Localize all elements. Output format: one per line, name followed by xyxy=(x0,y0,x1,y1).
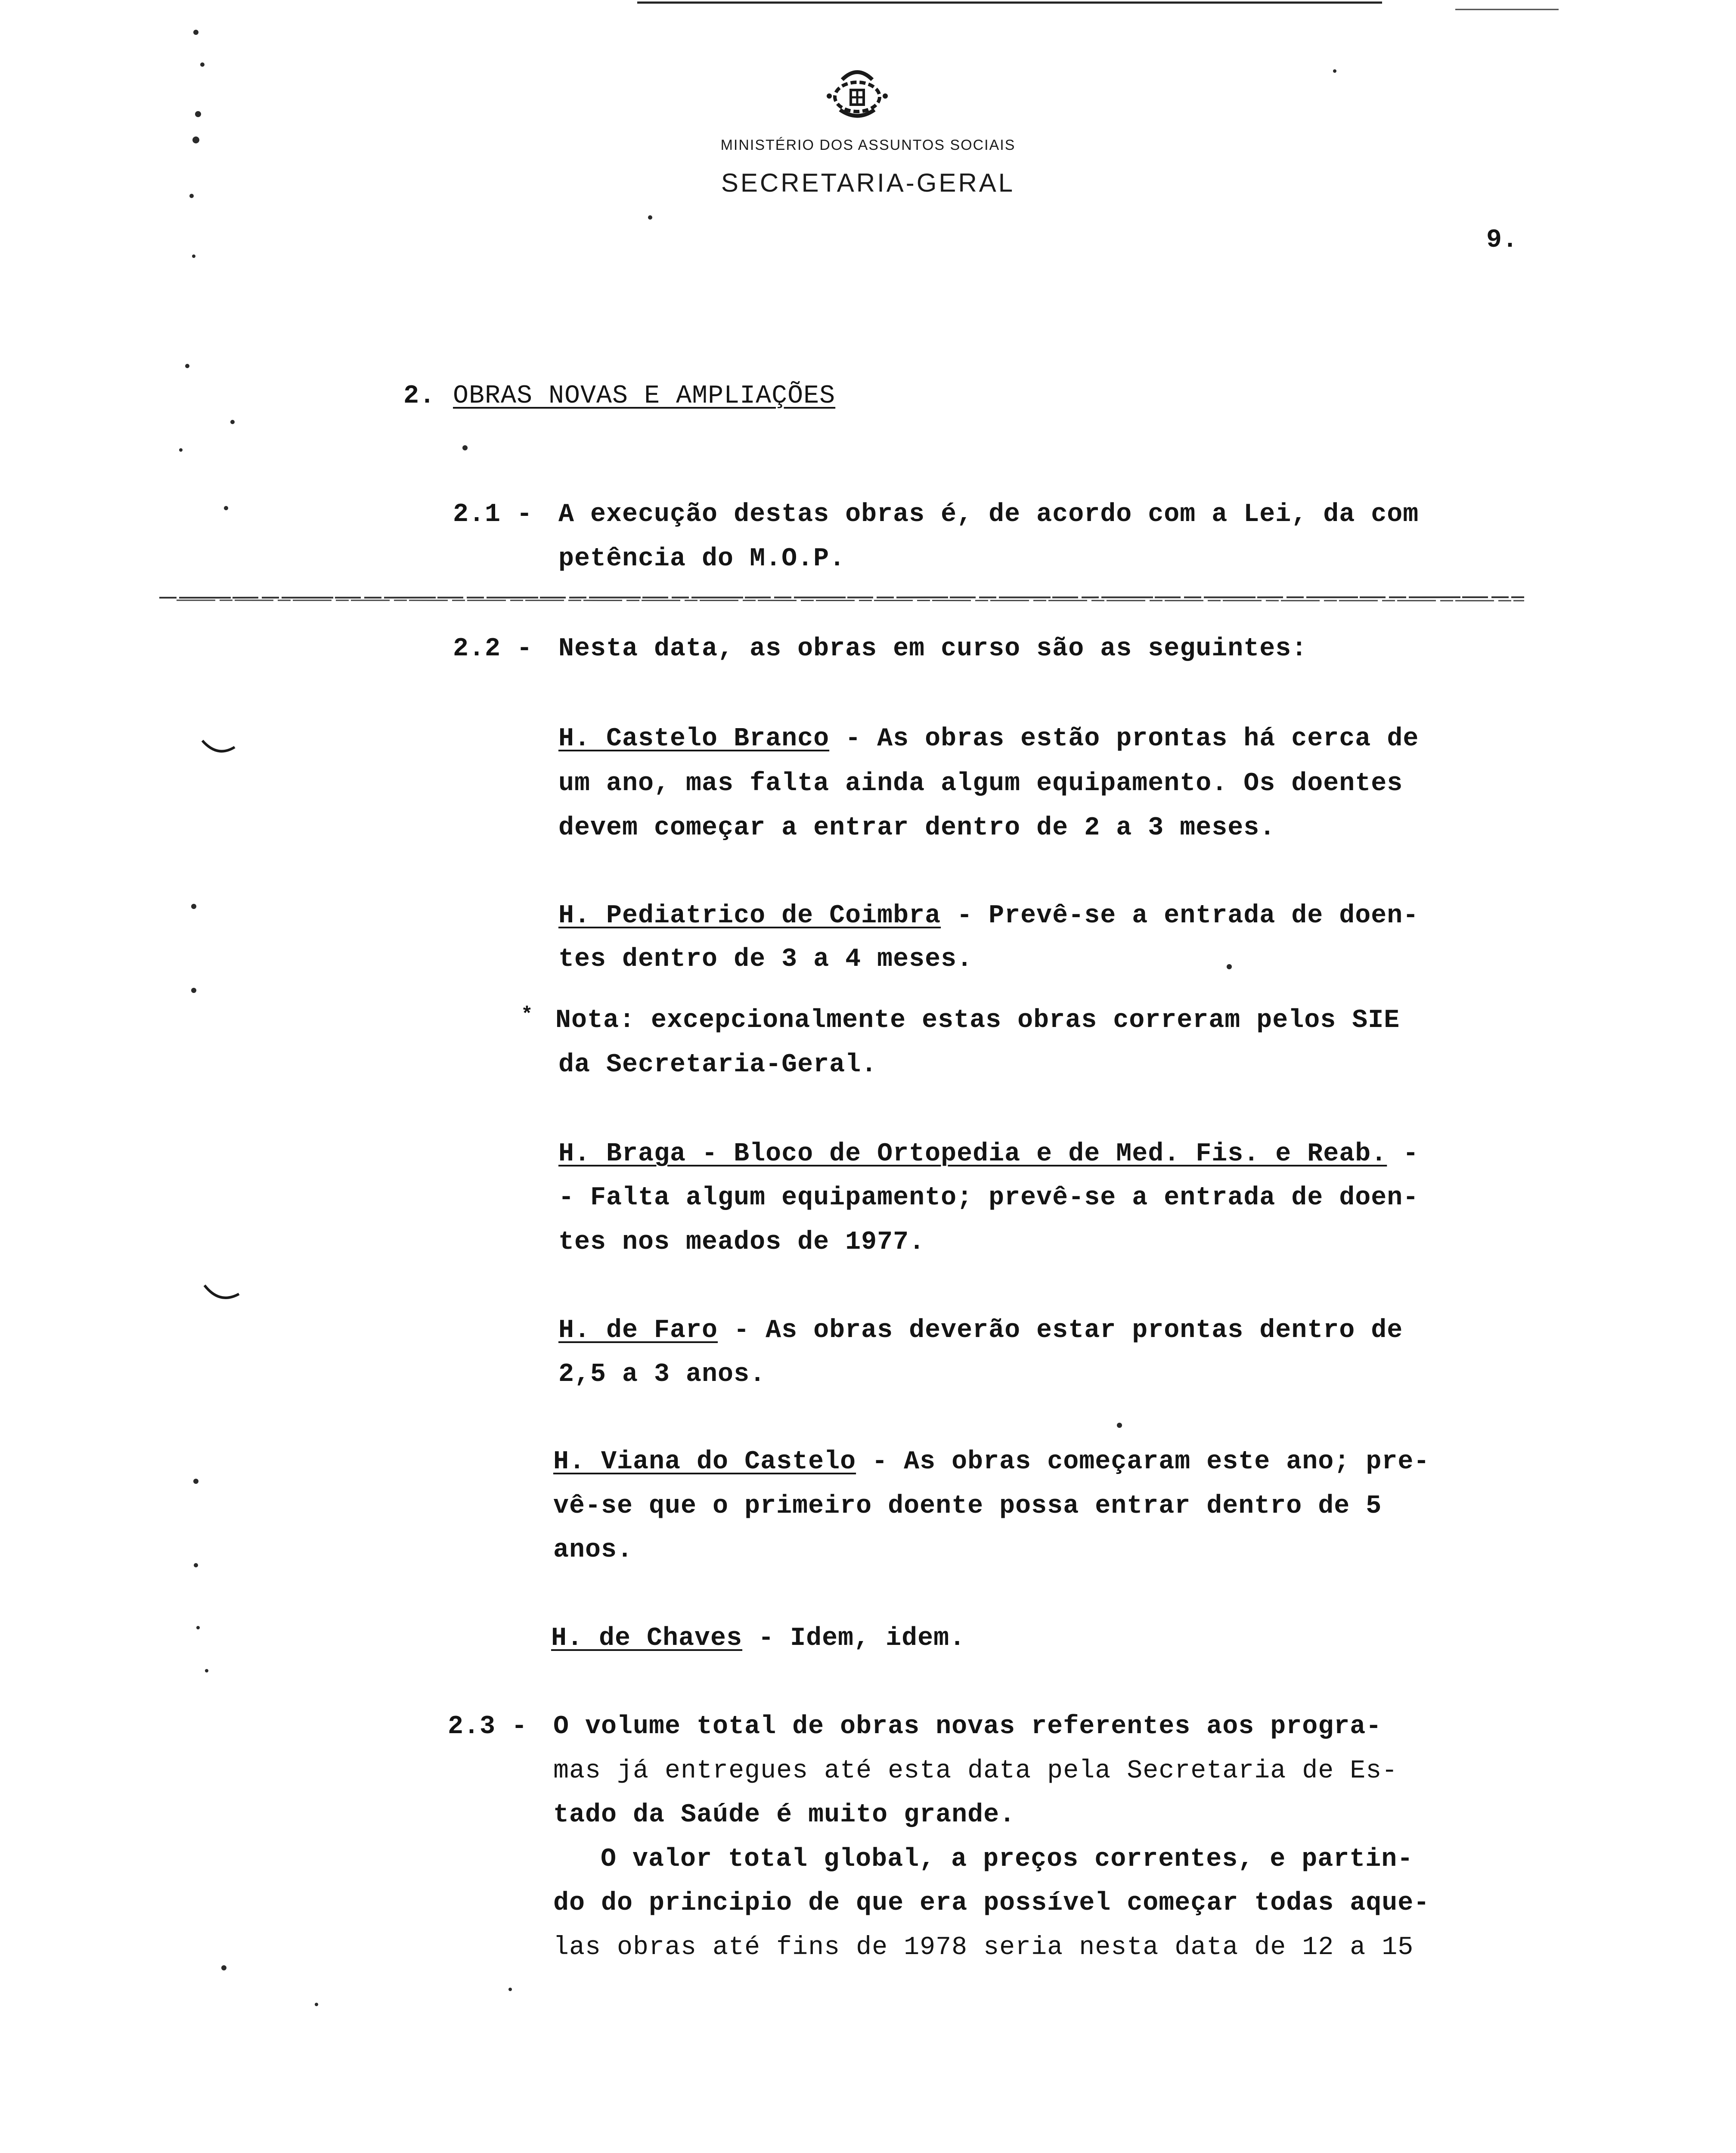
hospital-name: H. Pediatrico de Coimbra xyxy=(558,901,941,931)
note-marker: * xyxy=(521,1004,533,1026)
entry-text: tes dentro de 3 a 4 meses. xyxy=(558,945,973,974)
item-2-3-line: do do principio de que era possível começar todas aque- xyxy=(553,1889,1430,1918)
ministry-name: MINISTÉRIO DOS ASSUNTOS SOCIAIS xyxy=(720,137,1016,153)
hospital-name: H. Braga - Bloco de Ortopedia e de Med. Fis. e Reab. xyxy=(558,1139,1387,1169)
item-2-1-line: petência do M.O.P. xyxy=(558,544,846,574)
entry-text: - Falta algum equipamento; prevê-se a entrada de doen- xyxy=(558,1183,1419,1213)
hospital-entry-chaves xyxy=(551,1626,965,1651)
hospital-entry-coimbra xyxy=(558,903,1419,929)
entry-text: devem começar a entrar dentro de 2 a 3 meses. xyxy=(558,813,1276,843)
entry-text: vê-se que o primeiro doente possa entrar dentro de 5 xyxy=(553,1492,1382,1521)
entry-text: - xyxy=(1387,1139,1419,1169)
item-number-2-3: 2.3 - xyxy=(448,1712,528,1741)
entry-text: - As obras começaram este ano; pre- xyxy=(856,1447,1430,1477)
note-text: Nota: excepcionalmente estas obras correram pelos SIE xyxy=(555,1006,1400,1035)
hospital-name: H. Castelo Branco xyxy=(558,724,830,754)
entry-text: tes nos meados de 1977. xyxy=(558,1228,925,1257)
item-2-3-line: O valor total global, a preços correntes, e partin- xyxy=(601,1845,1414,1874)
item-2-3-line: tado da Saúde é muito grande. xyxy=(553,1800,1016,1830)
entry-text: um ano, mas falta ainda algum equipamento. Os doentes xyxy=(558,769,1403,798)
strike-rule xyxy=(159,595,1524,603)
hospital-entry-viana xyxy=(553,1449,1429,1475)
hospital-name: H. Viana do Castelo xyxy=(553,1447,856,1477)
department-name: SECRETARIA-GERAL xyxy=(721,168,1015,197)
item-2-3-line: las obras até fins de 1978 seria nesta data de 12 a 15 xyxy=(553,1933,1414,1962)
coat-of-arms-icon xyxy=(816,62,898,123)
hospital-entry-braga xyxy=(558,1141,1419,1167)
note-text: da Secretaria-Geral. xyxy=(558,1050,877,1080)
item-2-3-line: mas já entregues até esta data pela Secretaria de Es- xyxy=(553,1756,1398,1786)
hospital-name: H. de Chaves xyxy=(551,1624,743,1653)
section-number: 2. xyxy=(403,382,436,411)
entry-text: 2,5 a 3 anos. xyxy=(558,1360,766,1389)
item-2-2-intro: Nesta data, as obras em curso são as seguintes: xyxy=(558,634,1308,664)
page-number: 9. xyxy=(1486,226,1519,255)
entry-text: - As obras estão prontas há cerca de xyxy=(829,724,1419,754)
entry-text: - As obras deverão estar prontas dentro de xyxy=(718,1316,1403,1345)
item-2-1-line: A execução destas obras é, de acordo com a Lei, da com xyxy=(558,500,1419,529)
item-number-2-2: 2.2 - xyxy=(453,634,533,664)
section-title: OBRAS NOVAS E AMPLIAÇÕES xyxy=(453,382,836,411)
item-number-2-1: 2.1 - xyxy=(453,500,533,529)
entry-text: - Prevê-se a entrada de doen- xyxy=(941,901,1419,931)
item-2-3-line: O volume total de obras novas referentes aos progra- xyxy=(553,1712,1382,1741)
entry-text: - Idem, idem. xyxy=(742,1624,966,1653)
entry-text: anos. xyxy=(553,1536,633,1565)
hospital-entry-faro xyxy=(558,1318,1403,1343)
hospital-name: H. de Faro xyxy=(558,1316,718,1345)
hospital-entry-castelo-branco xyxy=(558,726,1419,752)
